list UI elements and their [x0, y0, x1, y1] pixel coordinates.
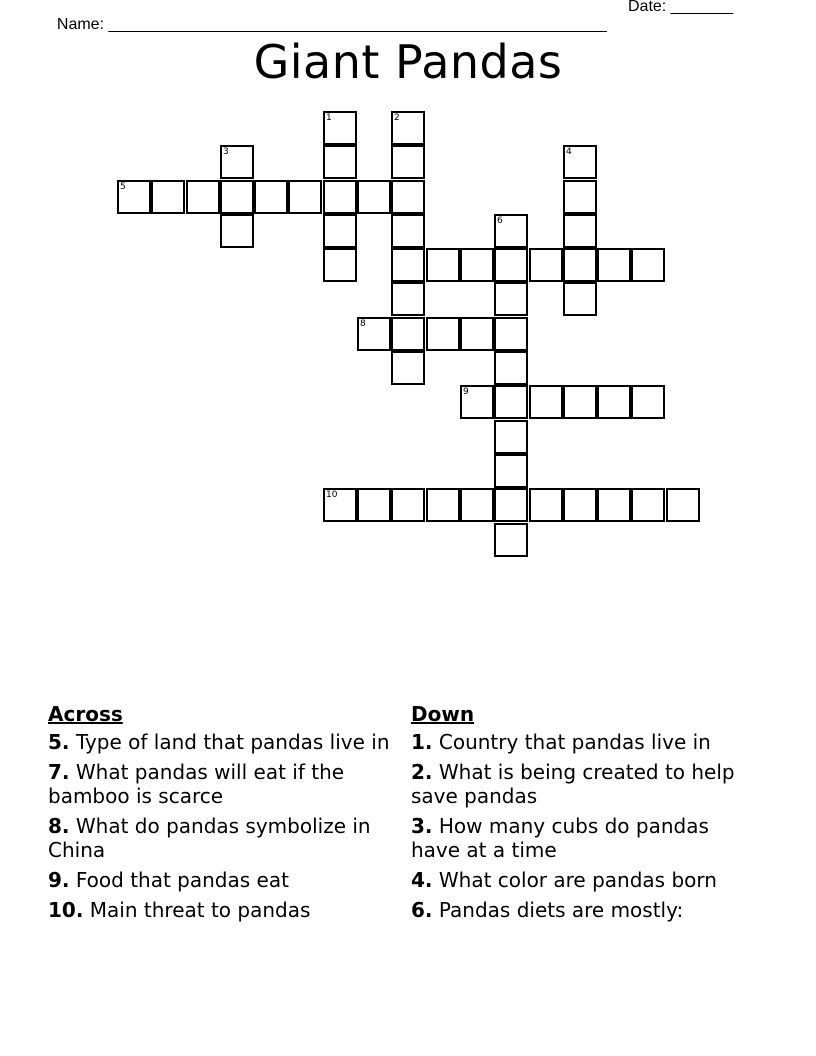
- grid-cell[interactable]: [323, 214, 357, 248]
- grid-cell[interactable]: [391, 317, 425, 351]
- grid-cell[interactable]: [186, 180, 220, 214]
- grid-cell[interactable]: [117, 180, 151, 214]
- grid-cell[interactable]: [494, 454, 528, 488]
- clue-text: What pandas will eat if the bamboo is scarce: [48, 760, 345, 808]
- grid-cell[interactable]: [357, 317, 391, 351]
- grid-cell[interactable]: [391, 180, 425, 214]
- clue-number: 10: [326, 490, 338, 500]
- grid-cell[interactable]: [391, 351, 425, 385]
- grid-cell[interactable]: [529, 248, 563, 282]
- clue-text: What do pandas symbolize in China: [48, 814, 371, 862]
- down-clue: [411, 760, 756, 808]
- grid-cell[interactable]: [288, 180, 322, 214]
- grid-cell[interactable]: [391, 282, 425, 316]
- clue-number: 10.: [48, 898, 84, 922]
- grid-cell[interactable]: [494, 420, 528, 454]
- clue-text: Food that pandas eat: [69, 868, 289, 892]
- grid-cell[interactable]: [426, 317, 460, 351]
- clue-number: 1.: [411, 730, 433, 754]
- grid-cell[interactable]: [563, 282, 597, 316]
- clue-text: Main threat to pandas: [83, 898, 311, 922]
- clue-number: 6: [497, 216, 503, 226]
- grid-cell[interactable]: [460, 488, 494, 522]
- clue-number: 3.: [411, 814, 433, 838]
- grid-cell[interactable]: [494, 351, 528, 385]
- grid-cell[interactable]: [494, 248, 528, 282]
- grid-cell[interactable]: [563, 488, 597, 522]
- grid-cell[interactable]: [631, 385, 665, 419]
- clue-number: 9: [463, 387, 469, 397]
- across-heading: Across: [48, 702, 123, 726]
- across-clue: [48, 898, 393, 922]
- grid-cell[interactable]: [391, 214, 425, 248]
- clue-number: 3: [223, 147, 229, 157]
- clue-text: Type of land that pandas live in: [69, 730, 390, 754]
- grid-cell[interactable]: [357, 488, 391, 522]
- clue-text: What color are pandas born: [432, 868, 717, 892]
- grid-cell[interactable]: [323, 145, 357, 179]
- clue-text: How many cubs do pandas have at a time: [411, 814, 709, 862]
- grid-cell[interactable]: [597, 385, 631, 419]
- grid-cell[interactable]: [220, 180, 254, 214]
- down-clue: [411, 868, 756, 892]
- date-field[interactable]: Date: _______: [628, 0, 733, 15]
- grid-cell[interactable]: [323, 248, 357, 282]
- clue-text: Country that pandas live in: [432, 730, 711, 754]
- grid-cell[interactable]: [494, 488, 528, 522]
- across-clues: [48, 702, 393, 928]
- grid-cell[interactable]: [323, 180, 357, 214]
- clue-number: 2.: [411, 760, 433, 784]
- grid-cell[interactable]: [529, 488, 563, 522]
- clue-number: 8.: [48, 814, 70, 838]
- down-clue: [411, 898, 756, 922]
- grid-cell[interactable]: [460, 317, 494, 351]
- grid-cell[interactable]: [494, 385, 528, 419]
- grid-cell[interactable]: [323, 488, 357, 522]
- grid-cell[interactable]: [460, 248, 494, 282]
- grid-cell[interactable]: [597, 488, 631, 522]
- grid-cell[interactable]: [426, 488, 460, 522]
- clue-number: 7.: [48, 760, 70, 784]
- across-clue: [48, 868, 393, 892]
- across-clue: [48, 814, 393, 862]
- clue-number: 9.: [48, 868, 70, 892]
- down-heading: Down: [411, 702, 475, 726]
- grid-cell[interactable]: [529, 385, 563, 419]
- name-field[interactable]: Name: ________________________________________________________: [56, 16, 607, 33]
- grid-cell[interactable]: [666, 488, 700, 522]
- grid-cell[interactable]: [563, 248, 597, 282]
- clue-number: 8: [360, 319, 366, 329]
- grid-cell[interactable]: [494, 282, 528, 316]
- across-clue: [48, 730, 393, 754]
- across-clue: [48, 760, 393, 808]
- page-title: Giant Pandas: [253, 35, 563, 89]
- grid-cell[interactable]: [391, 145, 425, 179]
- clue-number: 1: [326, 113, 332, 123]
- grid-cell[interactable]: [391, 248, 425, 282]
- clue-number: 4.: [411, 868, 433, 892]
- grid-cell[interactable]: [563, 180, 597, 214]
- clue-number: 6.: [411, 898, 433, 922]
- across-clue-list: [48, 730, 393, 922]
- grid-cell[interactable]: [563, 145, 597, 179]
- grid-cell[interactable]: [631, 248, 665, 282]
- clue-number: 4: [566, 147, 572, 157]
- grid-cell[interactable]: [563, 385, 597, 419]
- grid-cell[interactable]: [357, 180, 391, 214]
- grid-cell[interactable]: [323, 111, 357, 145]
- grid-cell[interactable]: [460, 385, 494, 419]
- down-clue: [411, 730, 756, 754]
- grid-cell[interactable]: [220, 214, 254, 248]
- grid-cell[interactable]: [391, 111, 425, 145]
- grid-cell[interactable]: [426, 248, 460, 282]
- clue-text: Pandas diets are mostly:: [432, 898, 684, 922]
- grid-cell[interactable]: [220, 145, 254, 179]
- grid-cell[interactable]: [494, 523, 528, 557]
- grid-cell[interactable]: [254, 180, 288, 214]
- clue-text: What is being created to help save pandas: [411, 760, 735, 808]
- down-clues: [411, 702, 756, 928]
- down-clue-list: [411, 730, 756, 922]
- clue-number: 5: [120, 182, 126, 192]
- grid-cell[interactable]: [151, 180, 185, 214]
- clue-number: 2: [394, 113, 400, 123]
- grid-cell[interactable]: [563, 214, 597, 248]
- grid-cell[interactable]: [494, 214, 528, 248]
- grid-cell[interactable]: [391, 488, 425, 522]
- clue-number: 5.: [48, 730, 70, 754]
- grid-cell[interactable]: [631, 488, 665, 522]
- grid-cell[interactable]: [494, 317, 528, 351]
- down-clue: [411, 814, 756, 862]
- grid-cell[interactable]: [597, 248, 631, 282]
